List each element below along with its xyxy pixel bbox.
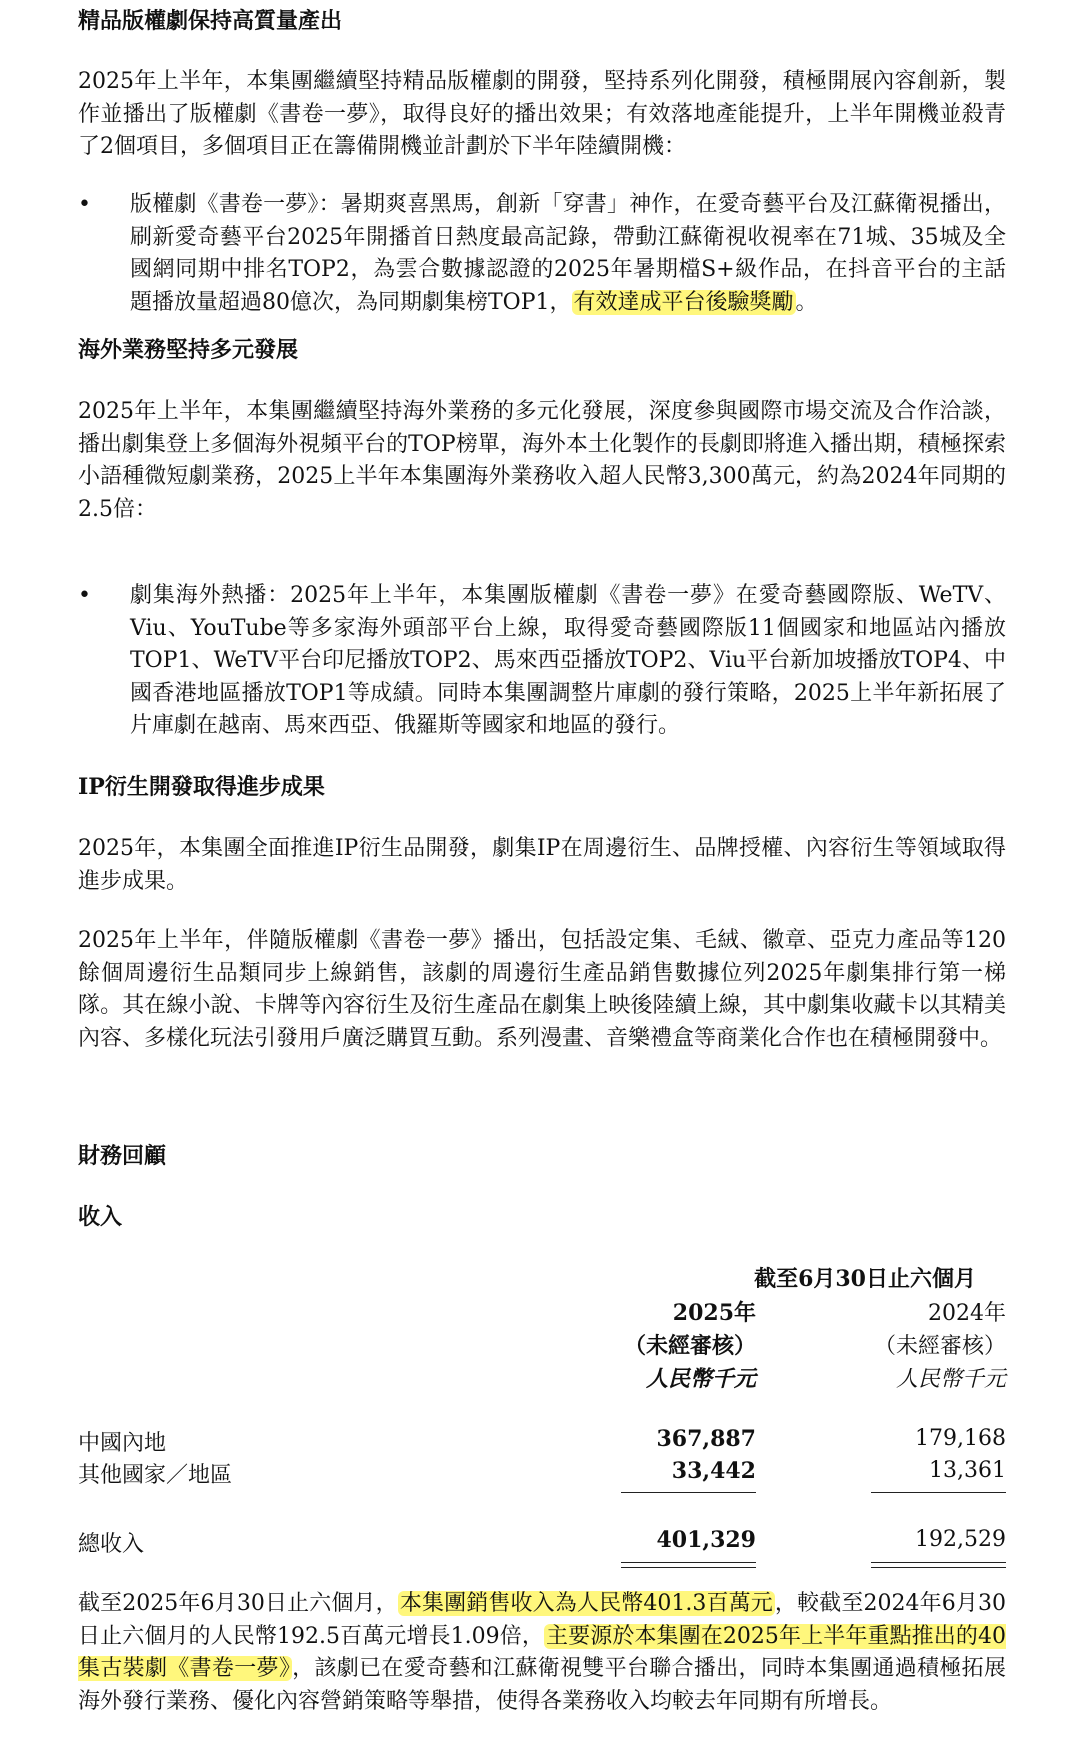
col-2024-unit: 人民幣千元 — [895, 1367, 1006, 1392]
row-value-2025-mainland: 367,887 — [656, 1426, 756, 1452]
total-rule-2025-a — [621, 1562, 756, 1563]
subtotal-rule-2025 — [621, 1492, 756, 1493]
bullet-marker: • — [78, 583, 91, 608]
col-2024-audit: （未經審核） — [873, 1334, 1006, 1359]
paragraph-quality-drama: 2025年上半年，本集團繼續堅持精品版權劇的開發，堅持系列化開發，積極開展內容創新，製作並播出了版權劇《書卷一夢》，取得良好的播出效果；有效落地產能提升，上半年開機並殺青了2個項目，多個項目正在籌備開機並計劃於下半年陸續開機： — [78, 69, 1006, 159]
highlighted-text: 有效達成平台後驗獎勵 — [573, 289, 794, 315]
section-heading-overseas: 海外業務堅持多元發展 — [78, 337, 299, 363]
col-2025-audit: （未經審核） — [623, 1333, 756, 1359]
col-2025-year: 2025年 — [672, 1300, 756, 1326]
bullet-marker: • — [78, 192, 91, 217]
paragraph-revenue-summary — [78, 1588, 1006, 1718]
bullet-overseas-broadcast: 劇集海外熱播：2025年上半年，本集團版權劇《書卷一夢》在愛奇藝國際版、WeTV、Viu、YouTube等多家海外頭部平台上線，取得愛奇藝國際版11個國家和地區站內播放TOP1、WeTV平台印尼播放TOP2、馬來西亞播放TOP2、Viu平台新加坡播放TOP4、中國香港地區播放TOP1等成績。同時本集團調整片庫劇的發行策略，2025上半年新拓展了片庫劇在越南、馬來西亞、俄羅斯等國家和地區的發行。 — [130, 583, 1006, 738]
bullet-text-end: 。 — [795, 289, 818, 315]
row-value-2024-mainland: 179,168 — [915, 1426, 1006, 1451]
total-rule-2024-b — [871, 1567, 1006, 1568]
row-value-2024-other: 13,361 — [929, 1458, 1006, 1483]
highlighted-text-revenue: 本集團銷售收入為人民幣401.3百萬元 — [399, 1591, 773, 1616]
row-value-2024-total: 192,529 — [915, 1527, 1006, 1552]
col-2024-year: 2024年 — [928, 1301, 1006, 1326]
section-heading-financial-review: 財務回顧 — [78, 1143, 167, 1169]
row-label-other: 其他國家／地區 — [78, 1463, 233, 1488]
paragraph-overseas: 2025年上半年，本集團繼續堅持海外業務的多元化發展，深度參與國際市場交流及合作洽談，播出劇集登上多個海外視頻平台的TOP榜單，海外本土化製作的長劇即將進入播出期，積極探索小語種微短劇業務，2025上半年本集團海外業務收入超人民幣3,300萬元，約為2024年同期的2.5倍： — [78, 399, 1006, 522]
subheading-revenue: 收入 — [78, 1204, 123, 1230]
section-heading-quality-drama: 精品版權劇保持高質量產出 — [78, 8, 343, 34]
highlighted-text-drama: 主要源於本集團在2025年上半年重點推出的40集古裝劇《書卷一夢》 — [78, 1623, 1007, 1681]
period-header: 截至6月30日止六個月 — [754, 1266, 976, 1292]
row-value-2025-total: 401,329 — [656, 1527, 756, 1553]
total-rule-2024-a — [871, 1562, 1006, 1563]
paragraph-ip-derivatives-1: 2025年，本集團全面推進IP衍生品開發，劇集IP在周邊衍生、品牌授權、內容衍生等領域取得進步成果。 — [78, 836, 1006, 894]
paragraph-ip-derivatives-2: 2025年上半年，伴隨版權劇《書卷一夢》播出，包括設定集、毛絨、徽章、亞克力產品等120餘個周邊衍生品類同步上線銷售，該劇的周邊衍生產品銷售數據位列2025年劇集排行第一梯隊。其在線小說、卡牌等內容衍生及衍生產品在劇集上映後陸續上線，其中劇集收藏卡以其精美內容、多樣化玩法引發用戶廣泛購買互動。系列漫畫、音樂禮盒等商業化合作也在積極開發中。 — [78, 928, 1006, 1051]
row-label-total: 總收入 — [78, 1532, 145, 1557]
summary-text-1: 截至2025年6月30日止六個月， — [78, 1591, 398, 1616]
bullet-shujuan-yimeng — [130, 189, 1006, 319]
row-label-mainland: 中國內地 — [78, 1431, 167, 1456]
bullet-text: 版權劇《書卷一夢》：暑期爽喜黑馬，創新「穿書」神作，在愛奇藝平台及江蘇衛視播出，刷新愛奇藝平台2025年開播首日熱度最高記錄，帶動江蘇衛視收視率在71城、35城及全國網同期中排名TOP2，為雲合數據認證的2025年暑期檔S+級作品，在抖音平台的主話題播放量超過80億次，為同期劇集榜TOP1， — [130, 192, 1006, 315]
total-rule-2025-b — [621, 1567, 756, 1568]
summary-text-2: ，較截至2024年6月30日止六個月的人民幣192.5百萬元增長1.09倍， — [78, 1591, 1007, 1649]
section-heading-ip-derivatives: IP衍生開發取得進步成果 — [78, 774, 325, 800]
subtotal-rule-2024 — [871, 1492, 1006, 1493]
col-2025-unit: 人民幣千元 — [645, 1366, 756, 1392]
row-value-2025-other: 33,442 — [671, 1458, 756, 1484]
summary-text-3: ，該劇已在愛奇藝和江蘇衛視雙平台聯合播出，同時本集團通過積極拓展海外發行業務、優化內容營銷策略等舉措，使得各業務收入均較去年同期有所增長。 — [78, 1656, 1006, 1714]
